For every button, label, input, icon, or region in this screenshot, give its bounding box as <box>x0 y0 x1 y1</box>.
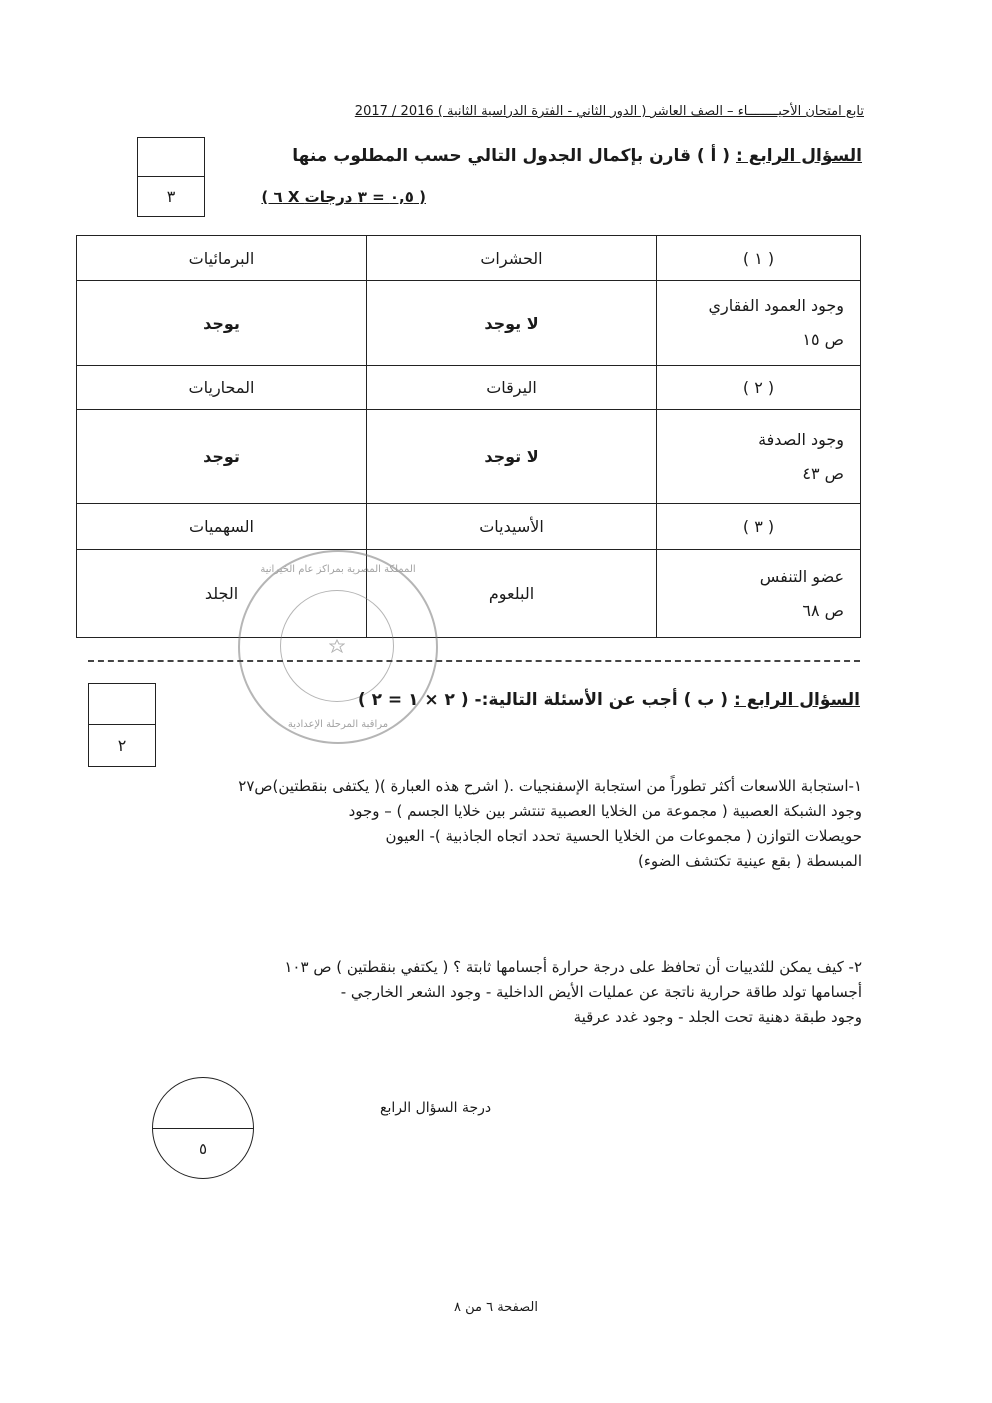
table-row <box>77 504 861 550</box>
exam-header: تابع امتحان الأحيــــــــاء – الصف العاشر ( الدور الثاني - الفترة الدراسية الثانية ) 2016 / 2017 <box>354 104 864 119</box>
answer-1-line: المبسطة ( بقع عينية تكتشف الضوء) <box>638 852 862 870</box>
circle-divider <box>153 1128 253 1129</box>
section-divider <box>88 660 860 662</box>
row-col3-answer: الجلد <box>77 550 367 638</box>
question-4a-label: السؤال الرابع : <box>736 146 862 166</box>
row-criterion <box>657 410 861 504</box>
row-col3-answer: توجد <box>77 410 367 504</box>
question-4b-text: ( ب ) أجب عن الأسئلة التالية:- ( ٢ × ١ = ٢ ) <box>357 690 729 710</box>
row-col2-answer: اليرقات <box>367 366 657 410</box>
row-criterion: ( ٢ ) <box>657 366 861 410</box>
score-box-value: ٣ <box>166 187 176 206</box>
row-criterion <box>657 281 861 366</box>
score-box-q4b <box>88 683 156 767</box>
question-4b-label: السؤال الرابع : <box>734 690 860 710</box>
question-4a-text: ( أ ) قارن بإكمال الجدول التالي حسب المطلوب منها <box>292 146 731 166</box>
row-col2-answer: لا توجد <box>367 410 657 504</box>
row-page-ref: ص ٤٣ <box>802 463 844 483</box>
table-row <box>77 410 861 504</box>
answer-2 <box>92 955 862 1030</box>
header-cell-blank-1: ( ١ ) <box>657 236 861 281</box>
row-col3-answer: المحاريات <box>77 366 367 410</box>
page-number: الصفحة ٦ من ٨ <box>453 1300 538 1315</box>
row-criterion: ( ٣ ) <box>657 504 861 550</box>
question-4a-title <box>292 146 862 166</box>
emblem-icon <box>329 639 345 653</box>
question-4-total-value: ٥ <box>198 1140 208 1158</box>
comparison-table <box>76 235 861 638</box>
score-box-value: ٢ <box>117 736 127 755</box>
table-row <box>77 366 861 410</box>
row-criterion-text: وجود العمود الفقاري <box>708 296 844 315</box>
header-cell-amphibians: البرمائيات <box>77 236 367 281</box>
official-stamp <box>238 550 438 744</box>
answer-2-line: وجود طبقة دهنية تحت الجلد - وجود غدد عرقية <box>573 1008 862 1026</box>
header-cell-insects: الحشرات <box>367 236 657 281</box>
row-criterion-text: وجود الصدفة <box>758 429 844 449</box>
table-header-row <box>77 236 861 281</box>
stamp-bottom-text: مراقبة المرحلة الإعدادية <box>287 719 389 730</box>
row-insects-answer: لا يوجد <box>367 281 657 366</box>
score-box-blank <box>138 138 204 177</box>
answer-1-line: وجود الشبكة العصبية ( مجموعة من الخلايا العصبية تنتشر بين خلايا الجسم ) – وجود <box>348 802 862 820</box>
answer-1-line: ١-استجابة اللاسعات أكثر تطوراً من استجابة الإسفنجيات .( اشرح هذه العبارة )( يكتفى بنقطتين)ص٢٧ <box>238 777 862 795</box>
row-col2-answer: البلعوم <box>367 550 657 638</box>
score-box-q4a <box>137 137 205 217</box>
question-4a-marks: ( ٦ X ٠,٥ = ٣ درجات ) <box>261 188 426 206</box>
row-criterion-text: عضو التنفس <box>759 566 844 586</box>
score-box-blank <box>89 684 155 725</box>
question-4b-title <box>358 690 860 710</box>
question-4-total-label: درجة السؤال الرابع <box>380 1100 492 1116</box>
row-page-ref: ص ٦٨ <box>802 600 844 620</box>
row-page-ref: ص ١٥ <box>802 330 844 349</box>
table-row <box>77 281 861 366</box>
stamp-top-text: المملكة المصرية بمراكز عام الخيرانية <box>260 564 416 575</box>
answer-2-line: ٢- كيف يمكن للثدييات أن تحافظ على درجة حرارة أجسامها ثابتة ؟ ( يكتفي بنقطتين ) ص ١٠٣ <box>284 958 862 976</box>
row-col3-answer: السهميات <box>77 504 367 550</box>
row-col2-answer: الأسيديات <box>367 504 657 550</box>
row-amphibians-answer: يوجد <box>77 281 367 366</box>
row-criterion <box>657 550 861 638</box>
question-4-total-circle <box>152 1077 254 1179</box>
stamp-inner-ring <box>280 590 394 702</box>
answer-1 <box>102 774 862 874</box>
answer-1-line: حويصلات التوازن ( مجموعات من الخلايا الحسية تحدد اتجاه الجاذبية )- العيون <box>385 827 862 845</box>
answer-2-line: أجسامها تولد طاقة حرارية ناتجة عن عمليات الأيض الداخلية - وجود الشعر الخارجي - <box>340 983 862 1001</box>
table-row <box>77 550 861 638</box>
